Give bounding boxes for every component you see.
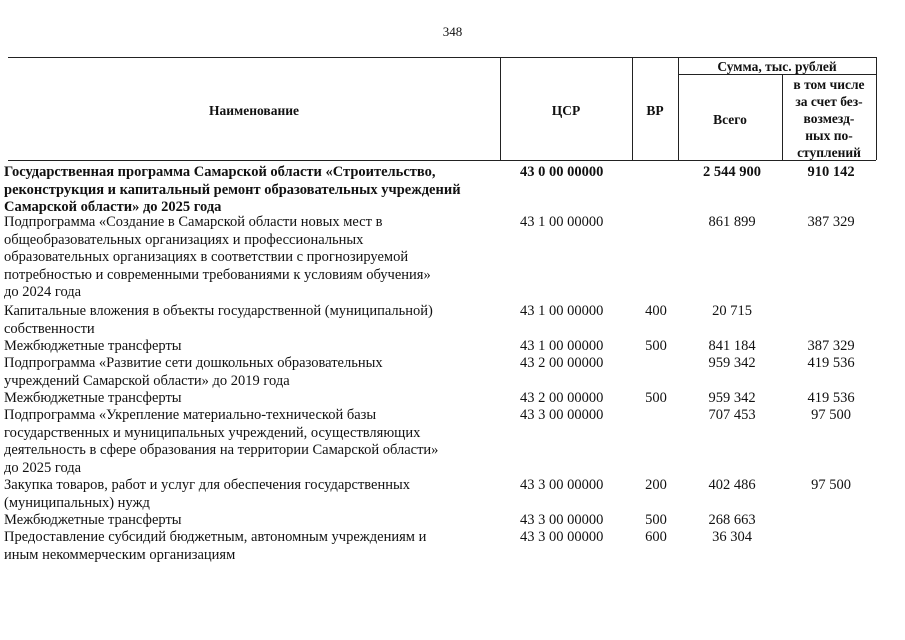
row-name-line: учреждений Самарской области» до 2019 года bbox=[4, 372, 290, 389]
row-vr: 500 bbox=[645, 512, 667, 528]
row-name bbox=[4, 512, 496, 530]
row-total: 841 184 bbox=[708, 338, 756, 354]
row-csr: 43 1 00 00000 bbox=[520, 303, 604, 319]
row-name bbox=[4, 214, 496, 302]
row-name-line: Межбюджетные трансферты bbox=[4, 512, 182, 528]
row-total: 959 342 bbox=[708, 355, 756, 371]
row-vr: 200 bbox=[645, 477, 667, 493]
row-csr: 43 3 00 00000 bbox=[520, 407, 604, 423]
row-name-line: образовательных организациях в соответствии с прогнозируемой bbox=[4, 249, 409, 265]
row-name-line: до 2025 года bbox=[4, 459, 82, 476]
header-csr: ЦСР bbox=[551, 103, 581, 118]
row-name-line: иным некоммерческим организациям bbox=[4, 546, 236, 563]
header-total: Всего bbox=[713, 112, 747, 127]
row-name bbox=[4, 390, 496, 408]
row-name-line: Закупка товаров, работ и услуг для обеспечения государственных bbox=[4, 477, 411, 493]
header-incl-line: за счет без- bbox=[795, 94, 863, 109]
row-name-line: государственных и муниципальных учреждений, осуществляющих bbox=[4, 424, 421, 441]
header-name: Наименование bbox=[209, 103, 299, 118]
row-name-line: собственности bbox=[4, 320, 95, 337]
row-name bbox=[4, 164, 496, 217]
row-csr: 43 2 00 00000 bbox=[520, 390, 604, 406]
row-name bbox=[4, 529, 496, 564]
row-name bbox=[4, 303, 496, 338]
row-name-line: Подпрограмма «Развитие сети дошкольных образовательных bbox=[4, 355, 383, 371]
row-csr: 43 1 00 00000 bbox=[520, 338, 604, 354]
row-name-line: Подпрограмма «Укрепление материально-технической базы bbox=[4, 407, 377, 423]
row-vr: 500 bbox=[645, 338, 667, 354]
row-incl: 419 536 bbox=[807, 355, 855, 371]
row-total: 402 486 bbox=[708, 477, 756, 493]
row-name-line: Межбюджетные трансферты bbox=[4, 338, 182, 354]
row-name bbox=[4, 477, 496, 512]
row-name-line: Подпрограмма «Создание в Самарской области новых мест в bbox=[4, 214, 383, 230]
row-vr: 400 bbox=[645, 303, 667, 319]
row-incl: 97 500 bbox=[811, 477, 851, 493]
table-right-edge bbox=[876, 57, 877, 160]
row-name-line: Государственная программа Самарской области «Строительство, bbox=[4, 164, 436, 180]
header-incl-line: ных по- bbox=[805, 128, 853, 143]
row-csr: 43 3 00 00000 bbox=[520, 529, 604, 545]
row-name bbox=[4, 407, 496, 477]
row-total: 20 715 bbox=[712, 303, 752, 319]
header-vr: ВР bbox=[646, 103, 664, 118]
row-name-line: потребностью и современными требованиями к условиям обучения» bbox=[4, 266, 431, 283]
page-number: 348 bbox=[442, 24, 463, 39]
row-csr: 43 1 00 00000 bbox=[520, 214, 604, 230]
row-vr: 500 bbox=[645, 390, 667, 406]
row-name-line: деятельность в сфере образования на территории Самарской области» bbox=[4, 442, 439, 458]
row-name-line: общеобразовательных организациях и профессиональных bbox=[4, 231, 364, 248]
row-total: 959 342 bbox=[708, 390, 756, 406]
row-csr: 43 0 00 00000 bbox=[520, 164, 604, 180]
row-total: 36 304 bbox=[712, 529, 752, 545]
row-incl: 387 329 bbox=[807, 214, 855, 230]
header-incl-line: ступлений bbox=[797, 145, 861, 160]
row-csr: 43 3 00 00000 bbox=[520, 477, 604, 493]
row-name-line: Капитальные вложения в объекты государственной (муниципальной) bbox=[4, 303, 433, 319]
row-incl: 419 536 bbox=[807, 390, 855, 406]
row-total: 268 663 bbox=[708, 512, 756, 528]
header-incl bbox=[782, 76, 876, 161]
row-name-line: до 2024 года bbox=[4, 284, 82, 300]
header-sum: Сумма, тыс. рублей bbox=[717, 59, 837, 74]
row-incl: 910 142 bbox=[807, 164, 855, 180]
row-name-line: Межбюджетные трансферты bbox=[4, 390, 182, 406]
row-name-line: реконструкция и капитальный ремонт образовательных учреждений bbox=[4, 181, 461, 198]
row-vr: 600 bbox=[645, 529, 667, 545]
row-name-line: Самарской области» до 2025 года bbox=[4, 199, 222, 215]
row-csr: 43 3 00 00000 bbox=[520, 512, 604, 528]
row-incl: 97 500 bbox=[811, 407, 851, 423]
header-bottom-rule bbox=[8, 160, 876, 161]
row-total: 707 453 bbox=[708, 407, 756, 423]
row-total: 2 544 900 bbox=[703, 164, 761, 180]
header-incl-line: в том числе bbox=[793, 77, 865, 92]
row-name bbox=[4, 355, 496, 390]
row-name bbox=[4, 338, 496, 356]
row-name-line: (муниципальных) нужд bbox=[4, 494, 150, 511]
row-csr: 43 2 00 00000 bbox=[520, 355, 604, 371]
row-name-line: Предоставление субсидий бюджетным, автономным учреждениям и bbox=[4, 529, 427, 545]
row-total: 861 899 bbox=[708, 214, 756, 230]
header-incl-line: возмезд- bbox=[803, 111, 855, 126]
row-incl: 387 329 bbox=[807, 338, 855, 354]
